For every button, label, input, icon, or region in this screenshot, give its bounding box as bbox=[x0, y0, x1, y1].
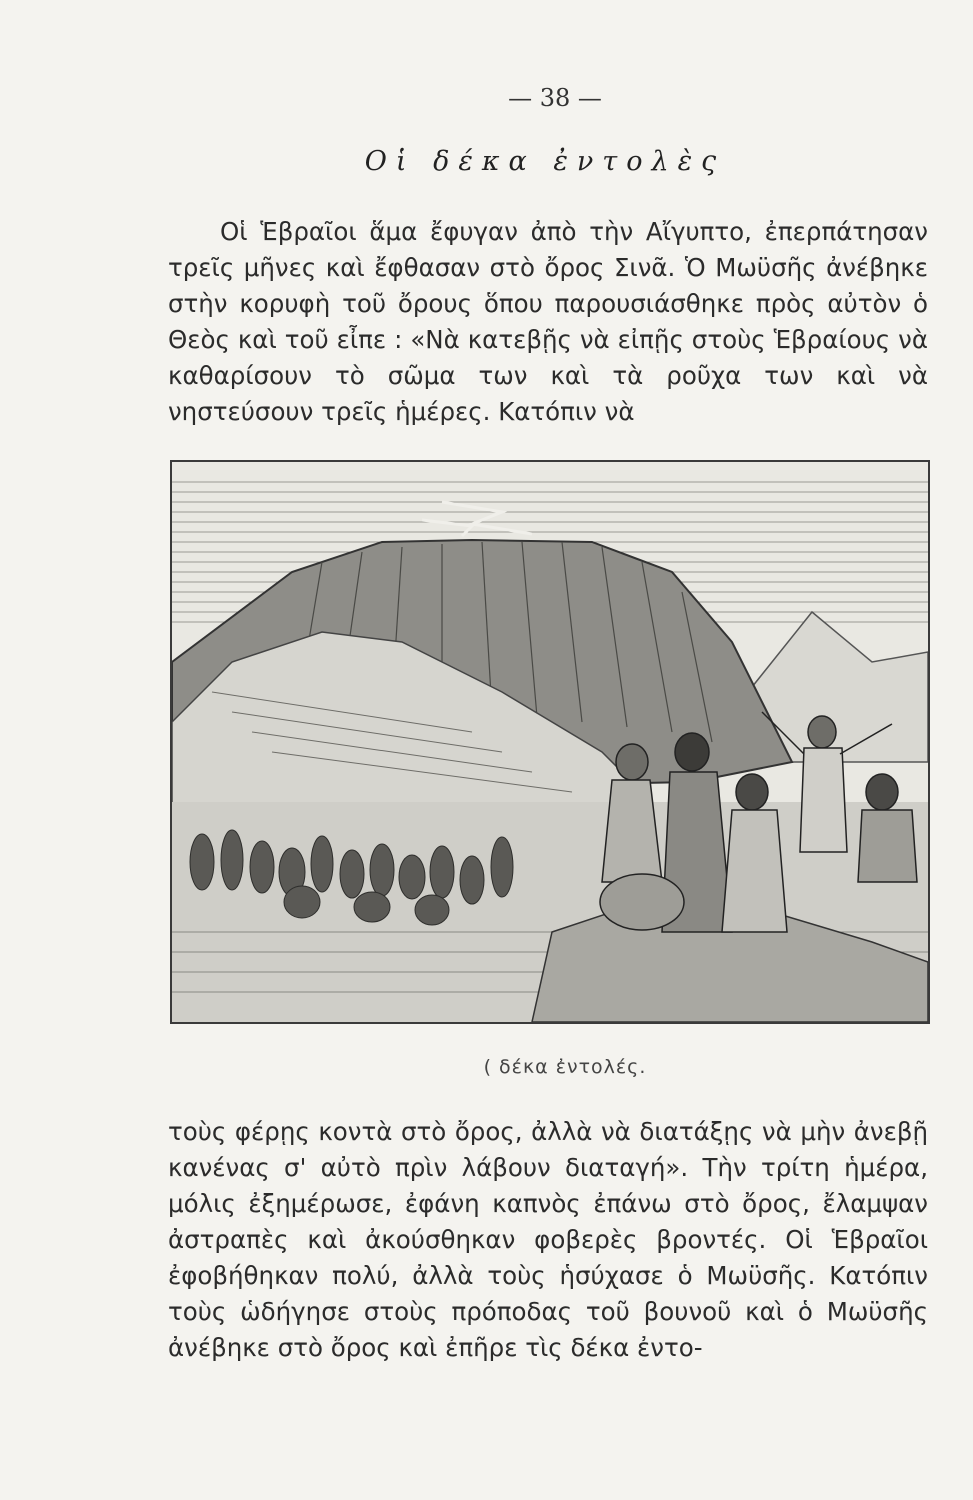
lightning-mark bbox=[422, 502, 532, 536]
paragraph-intro: Οἱ Ἑβραῖοι ἅμα ἔφυγαν ἀπὸ τὴν Αἴγυπτο, ἐπερπάτησαν τρεῖς μῆνες καὶ ἔφθασαν στὸ ὄρος Σινᾶ. Ὁ Μωϋσῆς ἀνέβηκε στὴν κορυφὴ τοῦ ὄρους ὅπου παρουσιάσθηκε πρὸς αὐτὸν ὁ Θεὸς καὶ τοῦ εἶπε : «Νὰ κατεβῇς νὰ εἰπῇς στοὺς Ἑβραίους νὰ καθαρίσουν τὸ σῶμα των καὶ τὰ ροῦχα των καὶ νὰ νηστεύσουν τρεῖς ἡμέρες. Κατόπιν νὰ bbox=[168, 217, 928, 426]
paragraph-continuation: τοὺς φέρῃς κοντὰ στὸ ὄρος, ἀλλὰ νὰ διατάξῃς νὰ μὴν ἀνεβῇ κανένας σ' αὐτὸ πρὶν λάβουν διαταγή». Τὴν τρίτη ἡμέρα, μόλις ἐξημέρωσε, ἐφάνη καπνὸς ἐπάνω στὸ ὄρος, ἔλαμψαν ἀστραπὲς καὶ ἀκούσθηκαν φοβερὲς βροντές. Οἱ Ἑβραῖοι ἐφοβήθηκαν πολύ, ἀλλὰ τοὺς ἡσύχασε ὁ Μωϋσῆς. Κατόπιν τοὺς ὡδήγησε στοὺς πρόποδας τοῦ βουνοῦ καὶ ὁ Μωϋσῆς ἀνέβηκε στὸ ὄρος καὶ ἐπῆρε τὶς δέκα ἐντο- bbox=[168, 1117, 928, 1362]
engraving-drawing bbox=[172, 462, 928, 1022]
page-number: — 38 — bbox=[508, 84, 602, 112]
mount-sinai-illustration bbox=[170, 460, 930, 1024]
chapter-title: Οἱ δέκα ἐντολὲς bbox=[364, 146, 726, 177]
figure-caption: ( δέκα ἐντολές. bbox=[483, 1056, 647, 1078]
